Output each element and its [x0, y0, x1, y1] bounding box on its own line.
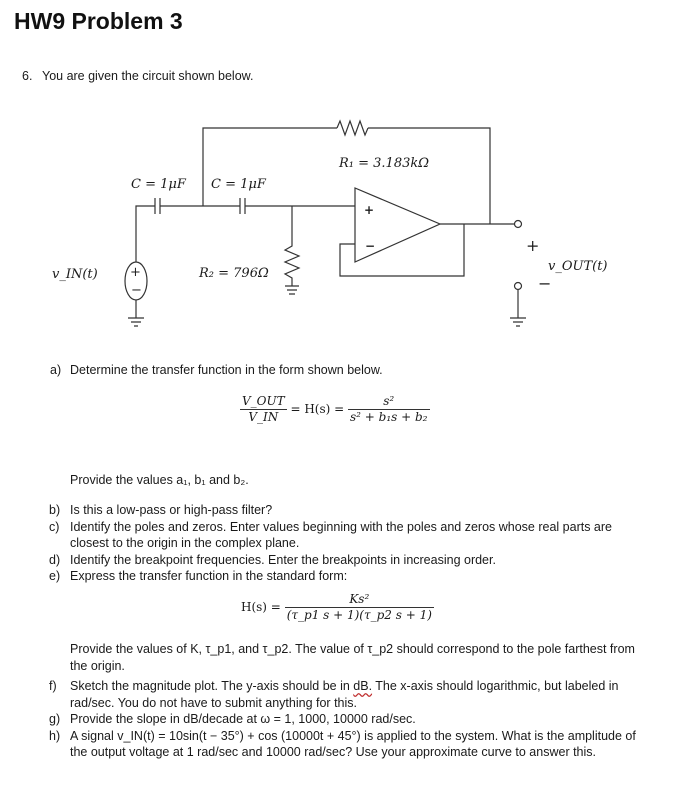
capacitor-c1	[148, 198, 203, 214]
opamp-minus-sign: −	[365, 239, 376, 253]
part-f-db-word: dB.	[353, 679, 373, 693]
question-label: c)	[49, 519, 60, 534]
output-plus-sign: +	[526, 236, 540, 255]
standard-form-equation	[241, 592, 434, 623]
part-h-text: A signal v_IN(t) = 10sin(t − 35°) + cos (10000t + 45°) is applied to the system. What is the amplitude of the output voltage at 1 rad/sec and 10000 rad/sec? Use your approximate curve to answer this.	[70, 728, 636, 759]
wire-unity-feedback	[340, 224, 464, 276]
r1-label: R₁ = 3.183kΩ	[339, 156, 430, 171]
question-label: b)	[49, 503, 61, 517]
question-text: Identify the breakpoint frequencies. Enter the breakpoints in increasing order.	[70, 552, 496, 567]
problem-text: You are given the circuit shown below.	[42, 69, 254, 83]
vout-label: v_OUT(t)	[548, 259, 608, 274]
page-title: HW9 Problem 3	[14, 8, 183, 34]
circuit-diagram	[0, 0, 693, 360]
transfer-fraction	[348, 394, 429, 425]
part-f-text-after: The x-axis should logarithmic, but labeled in rad/sec. You do not have to submit anything for this.	[70, 679, 619, 710]
part-a-label: a)	[50, 363, 62, 377]
part-g	[49, 711, 649, 728]
capacitor-c2	[203, 198, 292, 214]
problem-number: 6.	[22, 69, 33, 83]
part-a	[50, 363, 383, 377]
part-f-text-before: Sketch the magnitude plot. The y-axis should be in	[70, 679, 354, 693]
standard-form-numerator: Ks²	[285, 592, 434, 608]
vin-label: v_IN(t)	[52, 267, 98, 282]
part-g-text: Provide the slope in dB/decade at ω = 1, 1000, 10000 rad/sec.	[70, 712, 416, 726]
wire-feedback-top	[203, 128, 337, 206]
standard-form-fraction	[285, 592, 434, 623]
part-f	[49, 678, 649, 711]
vout-over-vin	[240, 394, 287, 425]
h-of-s-lhs: H(s) =	[241, 600, 281, 614]
part-a-text: Determine the transfer function in the form shown below.	[70, 363, 383, 377]
question-item	[49, 552, 649, 569]
ground-symbol-output	[510, 318, 526, 326]
wire-source-to-c1	[136, 206, 148, 230]
question-list	[49, 502, 649, 585]
question-item	[49, 519, 649, 552]
output-minus-sign: −	[538, 274, 552, 293]
part-h	[49, 728, 649, 761]
part-a-provide: Provide the values a₁, b₁ and b₂.	[70, 473, 249, 487]
question-label: g)	[49, 712, 61, 726]
source-plus-sign: +	[130, 265, 141, 280]
question-text: Express the transfer function in the standard form:	[70, 569, 348, 583]
question-item	[49, 568, 649, 585]
wire-r1-to-output	[368, 128, 490, 224]
r2-label: R₂ = 796Ω	[199, 266, 269, 281]
ground-symbol-r2	[285, 286, 299, 294]
standard-form-denominator: (τ_p1 s + 1)(τ_p2 s + 1)	[286, 608, 432, 622]
question-text: Is this a low-pass or high-pass filter?	[70, 503, 273, 517]
transfer-function-equation	[240, 394, 430, 425]
question-label: f)	[49, 679, 57, 693]
vout-symbol: V_OUT	[242, 394, 285, 408]
c1-label: C = 1μF	[131, 177, 186, 192]
transfer-denominator: s² + b₁s + b₂	[350, 410, 428, 424]
source-minus-sign: −	[131, 283, 142, 298]
opamp-plus-sign: +	[364, 203, 375, 217]
question-label: e)	[49, 569, 61, 583]
question-label: d)	[49, 552, 61, 567]
question-list-lower	[49, 678, 649, 761]
resistor-r2	[285, 206, 299, 286]
transfer-numerator: s²	[348, 394, 429, 410]
output-terminal-bottom	[515, 283, 522, 290]
part-e-provide: Provide the values of K, τ_p1, and τ_p2. The value of τ_p2 should correspond to the pole farthest from the origin.	[70, 642, 635, 673]
output-terminal-top	[515, 221, 522, 228]
equals-h-of-s: = H(s) =	[290, 402, 345, 416]
c2-label: C = 1μF	[211, 177, 266, 192]
resistor-r1	[337, 121, 368, 135]
question-text: Identify the poles and zeros. Enter values beginning with the poles and zeros whose real parts are closest to the origin in the complex plane.	[70, 519, 612, 550]
question-item	[49, 502, 649, 519]
question-label: h)	[49, 728, 61, 743]
vin-symbol: V_IN	[248, 410, 279, 424]
ground-symbol-source	[128, 318, 144, 326]
